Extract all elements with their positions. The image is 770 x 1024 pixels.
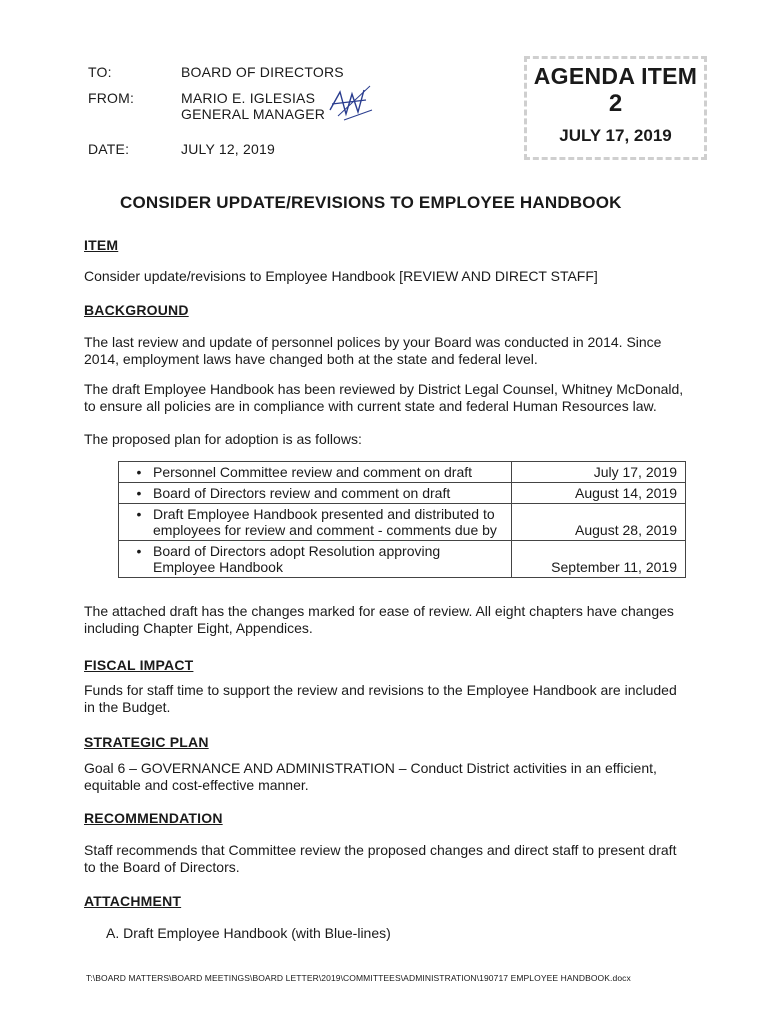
background-heading: BACKGROUND bbox=[84, 302, 189, 318]
date-label: DATE: bbox=[88, 141, 130, 157]
plan-date: July 17, 2019 bbox=[512, 462, 686, 483]
from-label: FROM: bbox=[88, 90, 135, 106]
signature-initials bbox=[326, 80, 376, 126]
plan-task: Draft Employee Handbook presented and distributed to employees for review and comment - comments due by bbox=[153, 506, 497, 538]
after-table-text: The attached draft has the changes marked for ease of review. All eight chapters have changes including Chapter Eight, Appendices. bbox=[84, 603, 674, 636]
from-title: GENERAL MANAGER bbox=[181, 106, 326, 122]
fiscal-text: Funds for staff time to support the review and revisions to the Employee Handbook are included in the Budget. bbox=[84, 682, 677, 715]
table-row: • Board of Directors review and comment on draft August 14, 2019 bbox=[119, 483, 686, 504]
to-value: BOARD OF DIRECTORS bbox=[181, 64, 344, 80]
strategic-text: Goal 6 – GOVERNANCE AND ADMINISTRATION – Conduct District activities in an efficient, equitable and cost-effective manner. bbox=[84, 760, 657, 793]
strategic-heading: STRATEGIC PLAN bbox=[84, 734, 209, 750]
fiscal-heading: FISCAL IMPACT bbox=[84, 657, 194, 673]
page-title: CONSIDER UPDATE/REVISIONS TO EMPLOYEE HANDBOOK bbox=[120, 193, 622, 212]
plan-task: Personnel Committee review and comment on draft bbox=[153, 464, 473, 480]
plan-date: August 14, 2019 bbox=[512, 483, 686, 504]
date-value: JULY 12, 2019 bbox=[181, 141, 275, 157]
plan-date: August 28, 2019 bbox=[512, 504, 686, 541]
item-text: Consider update/revisions to Employee Handbook [REVIEW AND DIRECT STAFF] bbox=[84, 268, 598, 284]
recommendation-heading: RECOMMENDATION bbox=[84, 810, 223, 826]
file-path-footer: T:\BOARD MATTERS\BOARD MEETINGS\BOARD LETTER\2019\COMMITTEES\ADMINISTRATION\190717 EMPLOYEE HANDBOOK.docx bbox=[86, 973, 631, 983]
agenda-stamp bbox=[524, 56, 707, 160]
background-p1: The last review and update of personnel polices by your Board was conducted in 2014. Since 2014, employment laws have changed both at the state and federal level. bbox=[84, 334, 662, 367]
item-heading: ITEM bbox=[84, 237, 119, 253]
table-row: • Board of Directors adopt Resolution approving Employee Handbook September 11, 2019 bbox=[119, 541, 686, 578]
table-row: • Draft Employee Handbook presented and distributed to employees for review and comment - comments due by August 28, 2019 bbox=[119, 504, 686, 541]
plan-task: Board of Directors adopt Resolution approving Employee Handbook bbox=[153, 543, 441, 575]
plan-date: September 11, 2019 bbox=[512, 541, 686, 578]
background-p3: The proposed plan for adoption is as follows: bbox=[84, 431, 362, 447]
attachment-heading: ATTACHMENT bbox=[84, 893, 182, 909]
from-name: MARIO E. IGLESIAS bbox=[181, 90, 316, 106]
to-label: TO: bbox=[88, 64, 112, 80]
background-p2: The draft Employee Handbook has been reviewed by District Legal Counsel, Whitney McDonald, to ensure all policies are in compliance with current state and federal Human Resources law. bbox=[84, 381, 684, 414]
plan-task: Board of Directors review and comment on draft bbox=[153, 485, 451, 501]
stamp-title: AGENDA ITEM bbox=[533, 63, 698, 89]
adoption-plan-table bbox=[118, 461, 686, 578]
attachment-item: A. Draft Employee Handbook (with Blue-lines) bbox=[106, 925, 391, 941]
table-row: • Personnel Committee review and comment on draft July 17, 2019 bbox=[119, 462, 686, 483]
stamp-date: JULY 17, 2019 bbox=[559, 126, 672, 145]
recommendation-text: Staff recommends that Committee review the proposed changes and direct staff to present draft to the Board of Directors. bbox=[84, 842, 677, 875]
stamp-number: 2 bbox=[608, 90, 623, 117]
